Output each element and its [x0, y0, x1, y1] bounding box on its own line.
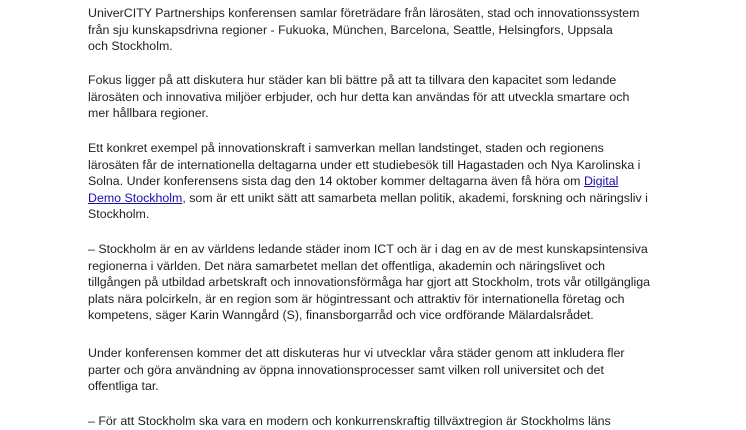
text-line: regionerna i världen. Det nära samarbetet mellan det offentliga, akademin och näringslivet och [88, 258, 606, 273]
paragraph-innovation-example [88, 140, 668, 223]
text-line: UniverCITY Partnerships konferensen samlar företrädare från lärosäten, stad och innovationssystem [88, 6, 640, 20]
text-line-with-link [88, 190, 668, 207]
text-line: Stockholm. [88, 207, 150, 222]
text-segment: , som är ett unikt sätt att samarbeta mellan politik, akademi, forskning och näringsliv i [182, 190, 648, 205]
text-line: Ett konkret exempel på innovationskraft i samverkan mellan landstinget, staden och regionens [88, 141, 604, 155]
text-line: Under konferensen kommer det att diskuteras hur vi utvecklar våra städer genom att inkludera fler [88, 346, 625, 360]
text-line: tillgången på utbildad arbetskraft och innovationsförmåga har gjort att Stockholm, trots vår otillgängliga [88, 275, 651, 290]
text-line: parter och göra användning av öppna innovationsprocesser samt vilken roll universitet och det [88, 362, 604, 377]
paragraph-quote-cut-off [88, 413, 668, 430]
paragraph-focus [88, 72, 668, 122]
text-line-with-link [88, 173, 668, 190]
digital-demo-stockholm-link[interactable]: Digital [583, 174, 619, 189]
text-line: – För att Stockholm ska vara en modern och konkurrenskraftig tillväxtregion är Stockholms läns [88, 414, 611, 428]
text-line: – Stockholm är en av världens ledande städer inom ICT och är i dag en av de mest kunskapsintensiva [88, 242, 648, 256]
paragraph-quote-wanngard [88, 241, 668, 324]
paragraph-conference-intro [88, 5, 668, 55]
digital-demo-stockholm-link-continued[interactable]: Demo Stockholm [88, 190, 183, 205]
text-line: och Stockholm. [88, 39, 173, 54]
text-line: offentliga tar. [88, 379, 159, 394]
text-line: plats nära polcirkeln, är en region som är högintressant och attraktiv för internationella företag och [88, 291, 625, 306]
text-segment: Solna. Under konferensens sista dag den 14 oktober kommer deltagarna även få höra om [88, 174, 584, 189]
text-line: lärosäten och innovativa miljöer erbjuder, och hur detta kan användas för att utveckla smartare och [88, 89, 630, 104]
text-line: lärosäten får de internationella deltagarna under ett studiebesök till Hagastaden och Nya Karolinska i [88, 157, 641, 172]
text-line: Fokus ligger på att diskutera hur städer kan bli bättre på att ta tillvara den kapacitet som ledande [88, 73, 617, 87]
paragraph-conference-discussion [88, 345, 668, 395]
text-line: från sju kunskapsdrivna regioner - Fukuoka, München, Barcelona, Seattle, Helsingfors, Uppsala [88, 22, 613, 37]
text-line: kompetens, säger Karin Wanngård (S), finansborgarråd och vice ordförande Mälardalsrådet. [88, 308, 594, 323]
text-line: mer hållbara regioner. [88, 106, 209, 121]
